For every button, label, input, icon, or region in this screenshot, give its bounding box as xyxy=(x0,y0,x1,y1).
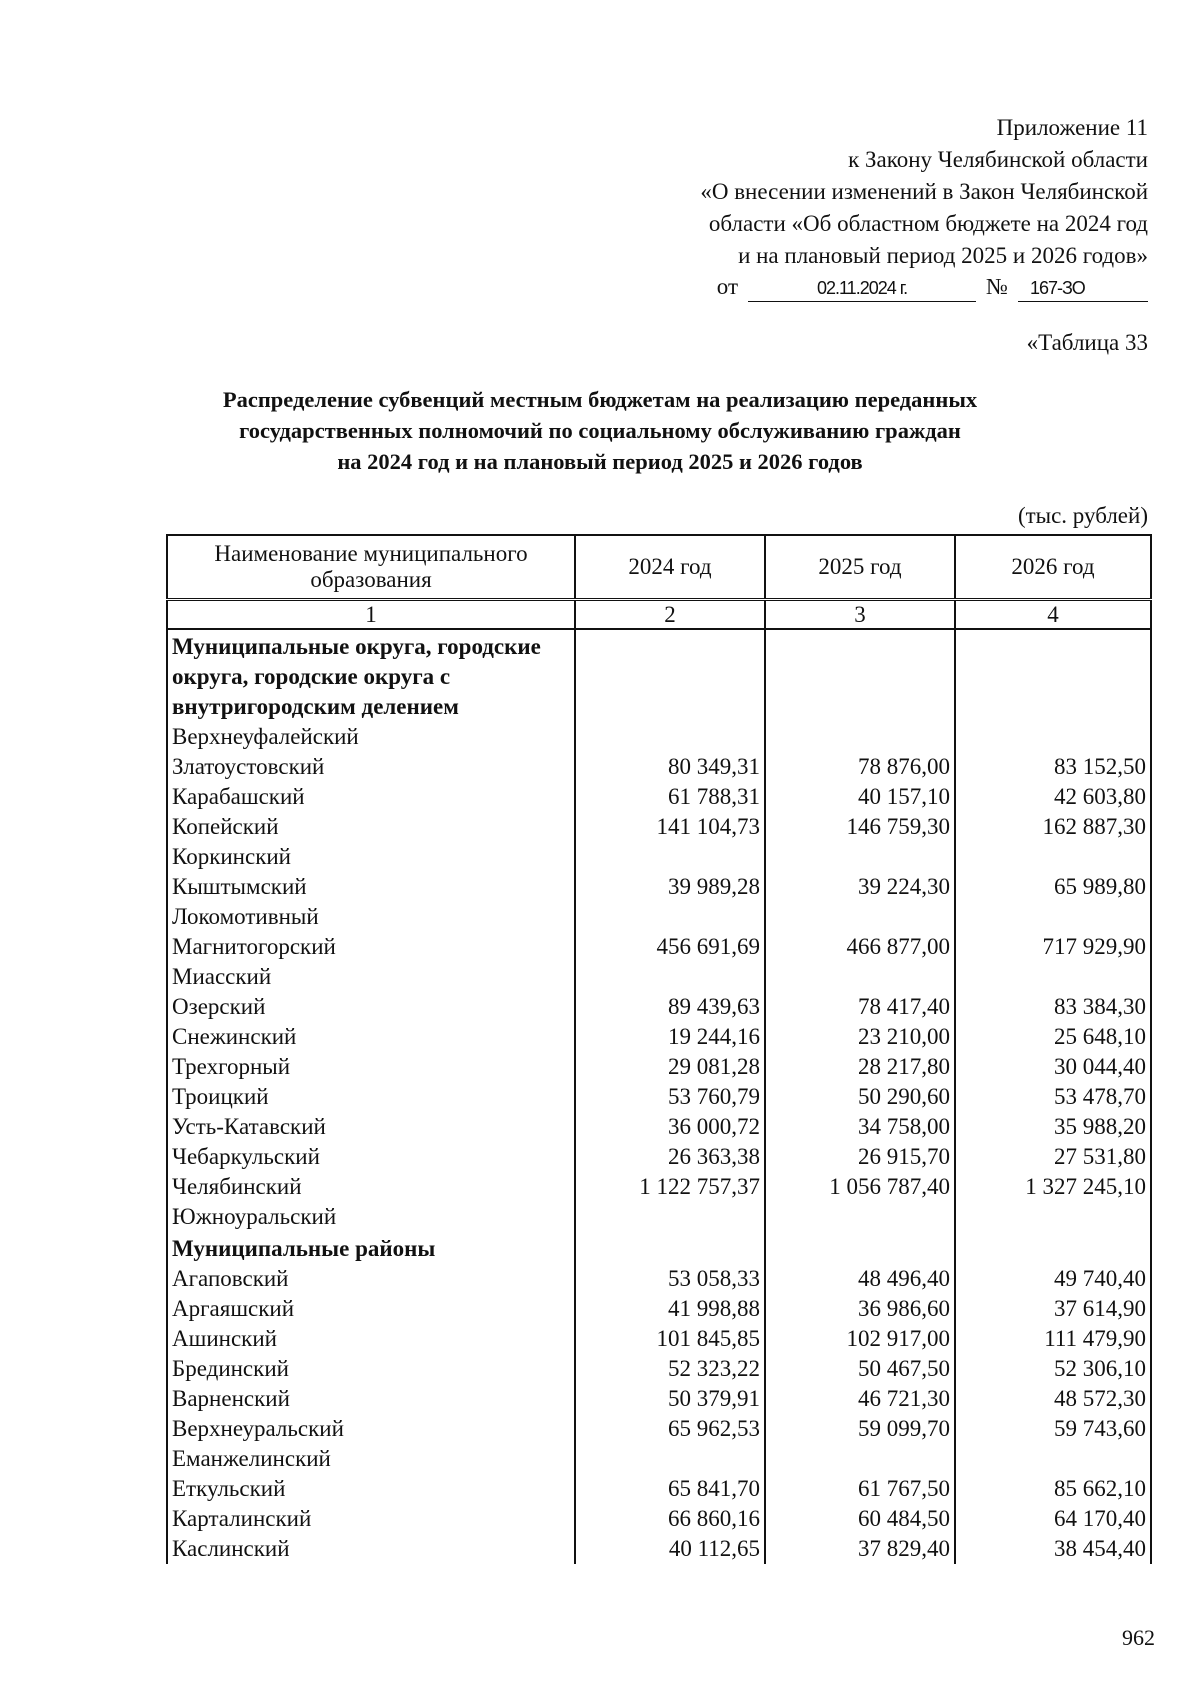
municipality-name: Озерский xyxy=(167,992,575,1022)
value-2026 xyxy=(955,1444,1151,1474)
appendix-line: «О внесении изменений в Закон Челябинской xyxy=(700,179,1148,204)
value-2024: 41 998,88 xyxy=(575,1294,765,1324)
value-2025: 23 210,00 xyxy=(765,1022,955,1052)
value-2026: 59 743,60 xyxy=(955,1414,1151,1444)
header-2024: 2024 год xyxy=(575,535,765,600)
table-row xyxy=(167,872,1151,902)
value-2025 xyxy=(765,1444,955,1474)
value-2024: 101 845,85 xyxy=(575,1324,765,1354)
municipality-name: Снежинский xyxy=(167,1022,575,1052)
value-2024 xyxy=(575,842,765,872)
table-row xyxy=(167,1052,1151,1082)
table-row xyxy=(167,1354,1151,1384)
municipality-name: Златоустовский xyxy=(167,752,575,782)
table-body xyxy=(167,629,1151,1564)
municipality-name: Чебаркульский xyxy=(167,1142,575,1172)
column-number: 4 xyxy=(955,600,1151,630)
municipality-name: Трехгорный xyxy=(167,1052,575,1082)
value-2025: 28 217,80 xyxy=(765,1052,955,1082)
section-title: Муниципальные округа, городские округа, городские округа с внутригородским делением xyxy=(167,629,575,722)
value-2025: 146 759,30 xyxy=(765,812,955,842)
value-2026: 42 603,80 xyxy=(955,782,1151,812)
column-number: 2 xyxy=(575,600,765,630)
table-row xyxy=(167,842,1151,872)
value-2026: 37 614,90 xyxy=(955,1294,1151,1324)
column-number: 1 xyxy=(167,600,575,630)
value-2026: 65 989,80 xyxy=(955,872,1151,902)
value-2025: 50 467,50 xyxy=(765,1354,955,1384)
law-number: 167-ЗО xyxy=(1018,277,1148,302)
value-2026: 111 479,90 xyxy=(955,1324,1151,1354)
value-2026: 48 572,30 xyxy=(955,1384,1151,1414)
municipality-name: Усть-Катавский xyxy=(167,1112,575,1142)
value-2025: 102 917,00 xyxy=(765,1324,955,1354)
value-2026 xyxy=(955,962,1151,992)
value-2026: 162 887,30 xyxy=(955,812,1151,842)
value-2024: 50 379,91 xyxy=(575,1384,765,1414)
value-2025: 78 876,00 xyxy=(765,752,955,782)
value-2024: 80 349,31 xyxy=(575,752,765,782)
value-2026: 83 152,50 xyxy=(955,752,1151,782)
title-line: государственных полномочий по социальному обслуживанию граждан xyxy=(239,418,961,443)
table-row xyxy=(167,782,1151,812)
law-reference-line xyxy=(528,272,1148,302)
appendix-line: и на плановый период 2025 и 2026 годов» xyxy=(738,243,1148,268)
value-2024 xyxy=(575,902,765,932)
units-label: (тыс. рублей) xyxy=(1017,503,1148,528)
value-2025: 48 496,40 xyxy=(765,1264,955,1294)
section-title: Муниципальные районы xyxy=(167,1232,575,1264)
column-number: 3 xyxy=(765,600,955,630)
table-row xyxy=(167,1112,1151,1142)
municipality-name: Троицкий xyxy=(167,1082,575,1112)
value-2026: 52 306,10 xyxy=(955,1354,1151,1384)
table-row xyxy=(167,1082,1151,1112)
value-2026 xyxy=(955,842,1151,872)
municipality-name: Кыштымский xyxy=(167,872,575,902)
municipality-name: Аргаяшский xyxy=(167,1294,575,1324)
table-row xyxy=(167,1474,1151,1504)
value-2026: 85 662,10 xyxy=(955,1474,1151,1504)
value-2024 xyxy=(575,1444,765,1474)
table-row xyxy=(167,1264,1151,1294)
value-2026: 35 988,20 xyxy=(955,1112,1151,1142)
value-2024: 39 989,28 xyxy=(575,872,765,902)
table-row xyxy=(167,812,1151,842)
value-2024 xyxy=(575,722,765,752)
value-2025: 1 056 787,40 xyxy=(765,1172,955,1202)
value-2025: 40 157,10 xyxy=(765,782,955,812)
value-2026: 83 384,30 xyxy=(955,992,1151,1022)
appendix-line: Приложение 11 xyxy=(996,115,1148,140)
section-row xyxy=(167,629,1151,722)
table-row xyxy=(167,1294,1151,1324)
table-row xyxy=(167,1504,1151,1534)
municipality-name: Южноуральский xyxy=(167,1202,575,1232)
value-2024: 456 691,69 xyxy=(575,932,765,962)
municipality-name: Коркинский xyxy=(167,842,575,872)
empty-cell xyxy=(575,1232,765,1264)
header-municipality: Наименование муниципального образования xyxy=(167,535,575,600)
table-row xyxy=(167,902,1151,932)
value-2024: 36 000,72 xyxy=(575,1112,765,1142)
municipality-name: Карабашский xyxy=(167,782,575,812)
empty-cell xyxy=(955,1232,1151,1264)
section-row xyxy=(167,1232,1151,1264)
value-2026: 64 170,40 xyxy=(955,1504,1151,1534)
header-2026: 2026 год xyxy=(955,535,1151,600)
value-2026: 27 531,80 xyxy=(955,1142,1151,1172)
value-2024: 1 122 757,37 xyxy=(575,1172,765,1202)
value-2024: 89 439,63 xyxy=(575,992,765,1022)
table-row xyxy=(167,1384,1151,1414)
value-2026: 1 327 245,10 xyxy=(955,1172,1151,1202)
municipality-name: Локомотивный xyxy=(167,902,575,932)
document-title xyxy=(120,384,1080,477)
municipality-name: Агаповский xyxy=(167,1264,575,1294)
value-2025: 60 484,50 xyxy=(765,1504,955,1534)
value-2024: 61 788,31 xyxy=(575,782,765,812)
value-2026: 38 454,40 xyxy=(955,1534,1151,1564)
municipality-name: Миасский xyxy=(167,962,575,992)
empty-cell xyxy=(955,629,1151,722)
table-row xyxy=(167,722,1151,752)
table-row xyxy=(167,1022,1151,1052)
value-2025: 46 721,30 xyxy=(765,1384,955,1414)
table-row xyxy=(167,1444,1151,1474)
value-2024 xyxy=(575,962,765,992)
municipality-name: Каслинский xyxy=(167,1534,575,1564)
value-2024: 141 104,73 xyxy=(575,812,765,842)
municipality-name: Варненский xyxy=(167,1384,575,1414)
appendix-line: к Закону Челябинской области xyxy=(848,147,1148,172)
value-2025 xyxy=(765,842,955,872)
table-row xyxy=(167,1142,1151,1172)
value-2024: 40 112,65 xyxy=(575,1534,765,1564)
municipality-name: Еткульский xyxy=(167,1474,575,1504)
table-row xyxy=(167,992,1151,1022)
empty-cell xyxy=(575,629,765,722)
value-2025: 61 767,50 xyxy=(765,1474,955,1504)
table-row xyxy=(167,752,1151,782)
table-row xyxy=(167,1202,1151,1232)
municipality-name: Верхнеуральский xyxy=(167,1414,575,1444)
value-2024: 19 244,16 xyxy=(575,1022,765,1052)
value-2025: 59 099,70 xyxy=(765,1414,955,1444)
value-2024: 65 962,53 xyxy=(575,1414,765,1444)
value-2025: 39 224,30 xyxy=(765,872,955,902)
municipality-name: Ашинский xyxy=(167,1324,575,1354)
value-2025 xyxy=(765,1202,955,1232)
number-label: № xyxy=(986,274,1008,299)
value-2025 xyxy=(765,722,955,752)
header-2025: 2025 год xyxy=(765,535,955,600)
law-date: 02.11.2024 г. xyxy=(748,277,976,302)
value-2026 xyxy=(955,1202,1151,1232)
value-2025: 466 877,00 xyxy=(765,932,955,962)
value-2024: 52 323,22 xyxy=(575,1354,765,1384)
value-2026: 30 044,40 xyxy=(955,1052,1151,1082)
table-row xyxy=(167,962,1151,992)
value-2024: 53 058,33 xyxy=(575,1264,765,1294)
table-row xyxy=(167,932,1151,962)
table-caption: «Таблица 33 xyxy=(1026,330,1148,355)
table-row xyxy=(167,1324,1151,1354)
table-row xyxy=(167,1172,1151,1202)
from-label: от xyxy=(716,274,739,299)
municipality-name: Магнитогорский xyxy=(167,932,575,962)
value-2026 xyxy=(955,722,1151,752)
value-2025: 36 986,60 xyxy=(765,1294,955,1324)
table-row xyxy=(167,1534,1151,1564)
empty-cell xyxy=(765,1232,955,1264)
value-2026: 25 648,10 xyxy=(955,1022,1151,1052)
empty-cell xyxy=(765,629,955,722)
appendix-header xyxy=(528,112,1148,302)
value-2024: 29 081,28 xyxy=(575,1052,765,1082)
municipality-name: Копейский xyxy=(167,812,575,842)
value-2025: 78 417,40 xyxy=(765,992,955,1022)
value-2025 xyxy=(765,902,955,932)
municipality-name: Карталинский xyxy=(167,1504,575,1534)
appendix-line: области «Об областном бюджете на 2024 год xyxy=(708,211,1148,236)
value-2026: 53 478,70 xyxy=(955,1082,1151,1112)
subsidy-table xyxy=(166,534,1152,1564)
value-2025: 34 758,00 xyxy=(765,1112,955,1142)
value-2026: 717 929,90 xyxy=(955,932,1151,962)
value-2024 xyxy=(575,1202,765,1232)
value-2024: 53 760,79 xyxy=(575,1082,765,1112)
municipality-name: Челябинский xyxy=(167,1172,575,1202)
value-2026 xyxy=(955,902,1151,932)
page-number: 962 xyxy=(1122,1625,1155,1650)
value-2025: 26 915,70 xyxy=(765,1142,955,1172)
value-2024: 26 363,38 xyxy=(575,1142,765,1172)
title-line: на 2024 год и на плановый период 2025 и 2026 годов xyxy=(337,449,863,474)
value-2025: 50 290,60 xyxy=(765,1082,955,1112)
municipality-name: Еманжелинский xyxy=(167,1444,575,1474)
municipality-name: Брединский xyxy=(167,1354,575,1384)
value-2025: 37 829,40 xyxy=(765,1534,955,1564)
title-line: Распределение субвенций местным бюджетам на реализацию переданных xyxy=(222,387,978,412)
municipality-name: Верхнеуфалейский xyxy=(167,722,575,752)
value-2026: 49 740,40 xyxy=(955,1264,1151,1294)
value-2024: 65 841,70 xyxy=(575,1474,765,1504)
table-row xyxy=(167,1414,1151,1444)
value-2024: 66 860,16 xyxy=(575,1504,765,1534)
value-2025 xyxy=(765,962,955,992)
